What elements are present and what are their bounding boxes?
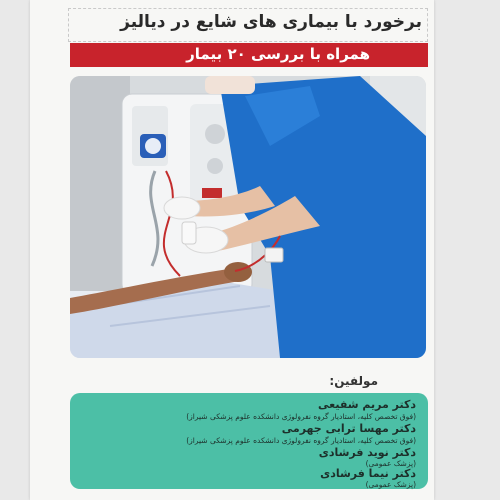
author-role: (فوق تخصص کلیه، استادیار گروه نفرولوژی دانشکده علوم پزشکی شیراز) — [186, 436, 416, 445]
book-cover — [30, 0, 434, 500]
dialysis-scene-illustration — [70, 76, 426, 358]
cover-photo — [70, 76, 426, 358]
book-title: برخورد با بیماری های شایع در دیالیز — [120, 12, 422, 32]
author-name: دکتر مهسا ترابی جهرمی — [281, 422, 416, 435]
author-name: دکتر مریم شفیعی — [317, 398, 416, 411]
author-name: دکتر نوید فرشادی — [318, 446, 416, 459]
authors-panel — [70, 393, 428, 489]
author-role: (پزشک عمومی) — [365, 480, 416, 489]
author-role: (پزشک عمومی) — [365, 459, 416, 468]
book-subtitle: همراه با بررسی ۲۰ بیمار — [186, 45, 370, 63]
author-name: دکتر نیما فرشادی — [320, 467, 416, 480]
subtitle-banner — [70, 43, 428, 67]
author-role: (فوق تخصص کلیه، استادیار گروه نفرولوژی دانشکده علوم پزشکی شیراز) — [186, 412, 416, 421]
authors-label: مولفین: — [329, 374, 378, 388]
